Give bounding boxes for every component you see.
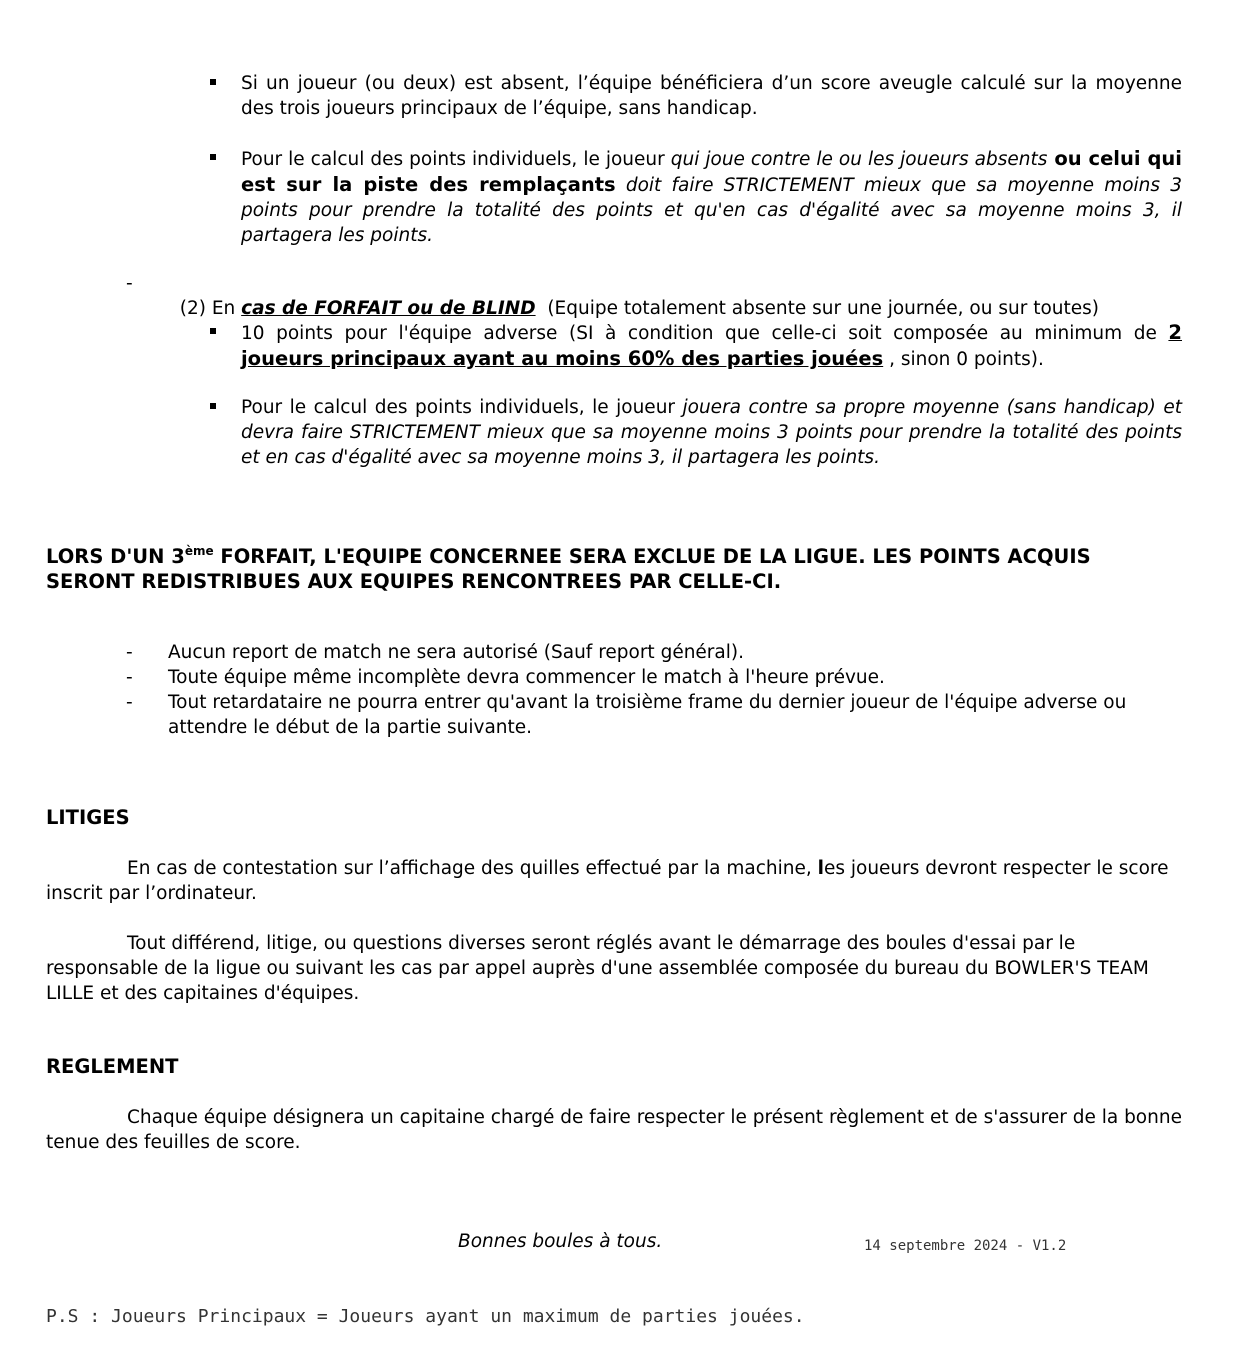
bullet-marker [210,79,216,85]
bullet-forfait-points: 10 points pour l'équipe adverse (SI à condition que celle-ci soit composée au minimum de 2 joueurs principaux ayant au moins 60% des parties jouées , sinon 0 points). [241,321,1182,370]
postscript: P.S : Joueurs Principaux = Joueurs ayant un maximum de parties jouées. [46,1306,805,1327]
forfait-warning: LORS D'UN 3ème FORFAIT, L'EQUIPE CONCERNEE SERA EXCLUE DE LA LIGUE. LES POINTS ACQUIS SERONT REDISTRIBUES AUX EQUIPES RENCONTREES PAR CELLE-CI. [46,544,1091,593]
litiges-paragraph-2: Tout différend, litige, ou questions diverses seront réglés avant le démarrage des boules d'essai par le responsable de la ligue ou suivant les cas par appel auprès d'une assemblée composée du bureau du BOWLER'S TEAM LILLE et des capitaines d'équipes. [46,933,1149,1004]
bullet-marker [210,403,216,409]
section-heading-litiges: LITIGES [46,806,130,829]
reglement-paragraph: Chaque équipe désignera un capitaine chargé de faire respecter le présent règlement et de s'assurer de la bonne tenue des feuilles de score. [46,1107,1182,1153]
list-item: Tout retardataire ne pourra entrer qu'avant la troisième frame du dernier joueur de l'équipe adverse ou attendre le début de la partie suivante. [168,692,1127,738]
list-dash: - [126,667,133,688]
list-dash: - [126,642,133,663]
list-dash: - [126,692,133,713]
list-dash: - [126,273,133,294]
bullet-marker [210,328,216,334]
bullet-marker [210,154,216,160]
list-item: Aucun report de match ne sera autorisé (Sauf report général). [168,642,744,663]
version-date: 14 septembre 2024 - V1.2 [864,1238,1067,1254]
bullet-absent-player: Si un joueur (ou deux) est absent, l’équipe bénéficiera d’un score aveugle calculé sur la moyenne des trois joueurs principaux de l’équipe, sans handicap. [241,73,1182,119]
closing-salutation: Bonnes boules à tous. [458,1231,663,1252]
section-heading-reglement: REGLEMENT [46,1055,179,1078]
forfait-item: (2) En cas de FORFAIT ou de BLIND (Equipe totalement absente sur une journée, ou sur toutes) [179,298,1099,319]
bullet-individual-points-absent: Pour le calcul des points individuels, le joueur qui joue contre le ou les joueurs absents ou celui qui est sur la piste des remplaçants doit faire STRICTEMENT mieux que sa moyenne moins 3 points pour prendre la totalité des points et qu'en cas d'égalité avec sa moyenne moins 3, il partagera les points. [241,147,1183,246]
litiges-paragraph-1: En cas de contestation sur l’affichage des quilles effectué par la machine, les joueurs devront respecter le score inscrit par l’ordinateur. [46,858,1169,904]
list-item: Toute équipe même incomplète devra commencer le match à l'heure prévue. [168,667,885,688]
bullet-individual-points-forfait: Pour le calcul des points individuels, le joueur jouera contre sa propre moyenne (sans handicap) et devra faire STRICTEMENT mieux que sa moyenne moins 3 points pour prendre la totalité des points et en cas d'égalité avec sa moyenne moins 3, il partagera les points. [241,397,1182,468]
